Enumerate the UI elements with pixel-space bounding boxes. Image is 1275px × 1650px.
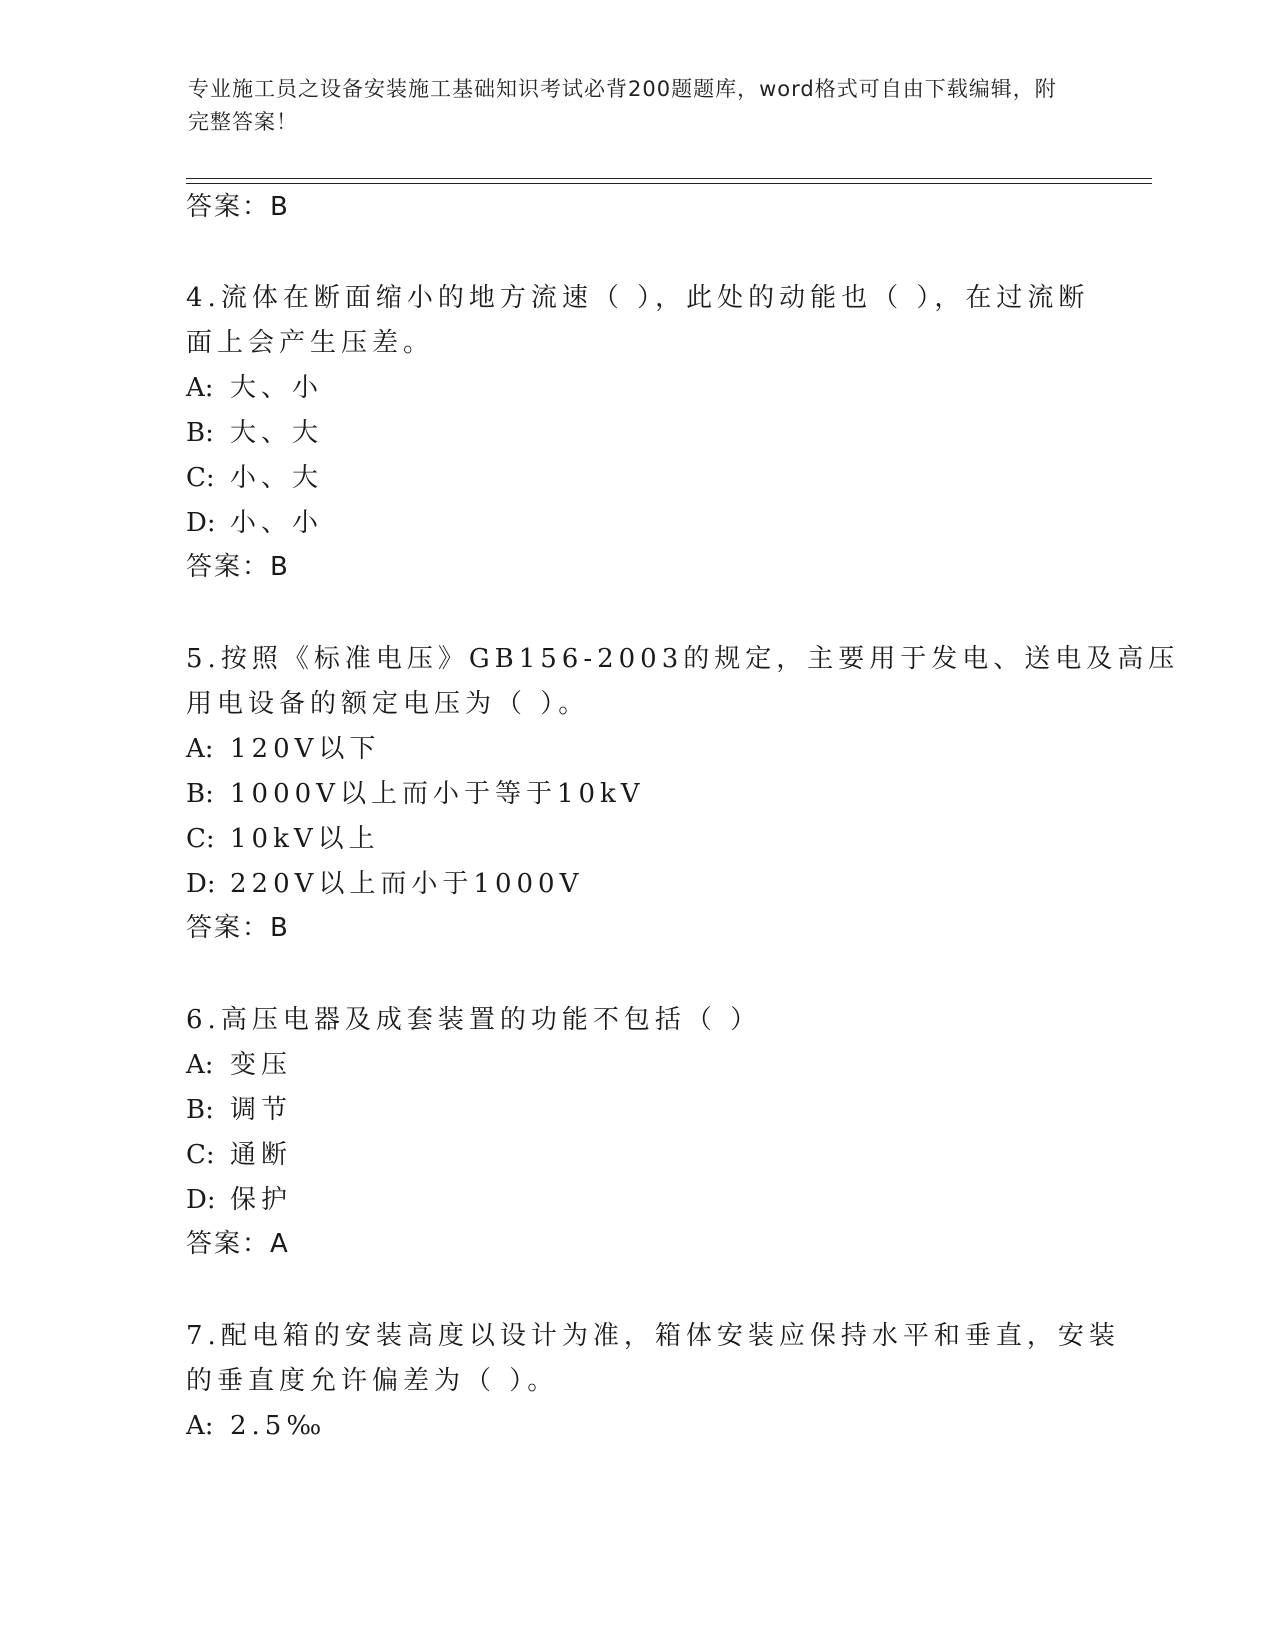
option-letter: A: <box>186 1411 214 1441</box>
option-b <box>186 779 645 809</box>
option-letter: D: <box>186 508 216 538</box>
question-stem-continuation: 的垂直度允许偏差为（ ）。 <box>186 1366 559 1396</box>
answer-label: 答案： <box>186 552 271 582</box>
option-letter: D: <box>186 869 216 899</box>
question-number: 4. <box>186 283 221 313</box>
answer-line <box>186 913 290 943</box>
option-letter: D: <box>186 1185 216 1215</box>
option-text: 220V以上而小于1000V <box>230 869 584 899</box>
answer-line <box>186 552 290 582</box>
option-letter: C: <box>186 1140 215 1170</box>
option-b <box>186 418 323 448</box>
question-number: 6. <box>186 1005 221 1035</box>
option-letter: B: <box>186 418 214 448</box>
option-letter: C: <box>186 463 215 493</box>
question-number: 7. <box>186 1321 221 1351</box>
option-text: 2.5‰ <box>230 1411 327 1441</box>
page-header: 专业施工员之设备安装施工基础知识考试必背200题题库，word格式可自由下载编辑，附完整答案！ <box>188 77 1057 134</box>
question-stem <box>186 1321 1120 1351</box>
option-letter: A: <box>186 734 214 764</box>
option-d <box>186 869 583 899</box>
option-text: 通断 <box>230 1140 293 1170</box>
answer-line <box>186 192 290 222</box>
option-c <box>186 1140 292 1170</box>
option-text: 120V以下 <box>230 734 381 764</box>
question-stem-line: 高压电器及成套装置的功能不包括（ ） <box>220 1005 762 1035</box>
header-divider-second <box>186 183 1152 184</box>
option-d <box>186 508 323 538</box>
option-text: 调节 <box>230 1095 293 1125</box>
answer-value: B <box>270 913 290 943</box>
option-text: 小、小 <box>230 508 324 538</box>
question-stem <box>186 644 1179 674</box>
option-c <box>186 463 323 493</box>
question-stem <box>186 1005 761 1035</box>
option-a <box>186 1411 326 1441</box>
header-divider <box>186 178 1152 179</box>
option-text: 1000V以上而小于等于10kV <box>230 779 645 809</box>
option-d <box>186 1185 292 1215</box>
option-b <box>186 1095 292 1125</box>
option-a <box>186 1050 292 1080</box>
option-letter: C: <box>186 824 215 854</box>
option-text: 保护 <box>230 1185 293 1215</box>
option-letter: A: <box>186 373 214 403</box>
answer-label: 答案： <box>186 913 271 943</box>
question-stem <box>186 283 1089 313</box>
option-a <box>186 373 323 403</box>
question-stem-line: 配电箱的安装高度以设计为准，箱体安装应保持水平和垂直，安装 <box>220 1321 1120 1351</box>
option-text: 小、大 <box>230 463 324 493</box>
question-stem-continuation: 面上会产生压差。 <box>186 328 435 358</box>
option-text: 大、小 <box>230 373 324 403</box>
question-stem-line: 按照《标准电压》GB156-2003的规定，主要用于发电、送电及高压 <box>220 644 1180 674</box>
option-letter: B: <box>186 1095 214 1125</box>
question-number: 5. <box>186 644 221 674</box>
option-text: 大、大 <box>230 418 324 448</box>
question-stem-continuation: 用电设备的额定电压为（ ）。 <box>186 689 590 719</box>
answer-value: A <box>270 1229 290 1259</box>
answer-label: 答案： <box>186 1229 271 1259</box>
question-stem-line: 流体在断面缩小的地方流速（ ），此处的动能也（ ），在过流断 <box>220 283 1090 313</box>
option-letter: A: <box>186 1050 214 1080</box>
answer-value: B <box>270 192 290 222</box>
answer-label: 答案： <box>186 192 271 222</box>
answer-value: B <box>270 552 290 582</box>
answer-line <box>186 1229 290 1259</box>
option-c <box>186 824 380 854</box>
option-text: 变压 <box>230 1050 293 1080</box>
option-text: 10kV以上 <box>230 824 380 854</box>
option-letter: B: <box>186 779 214 809</box>
option-a <box>186 734 380 764</box>
